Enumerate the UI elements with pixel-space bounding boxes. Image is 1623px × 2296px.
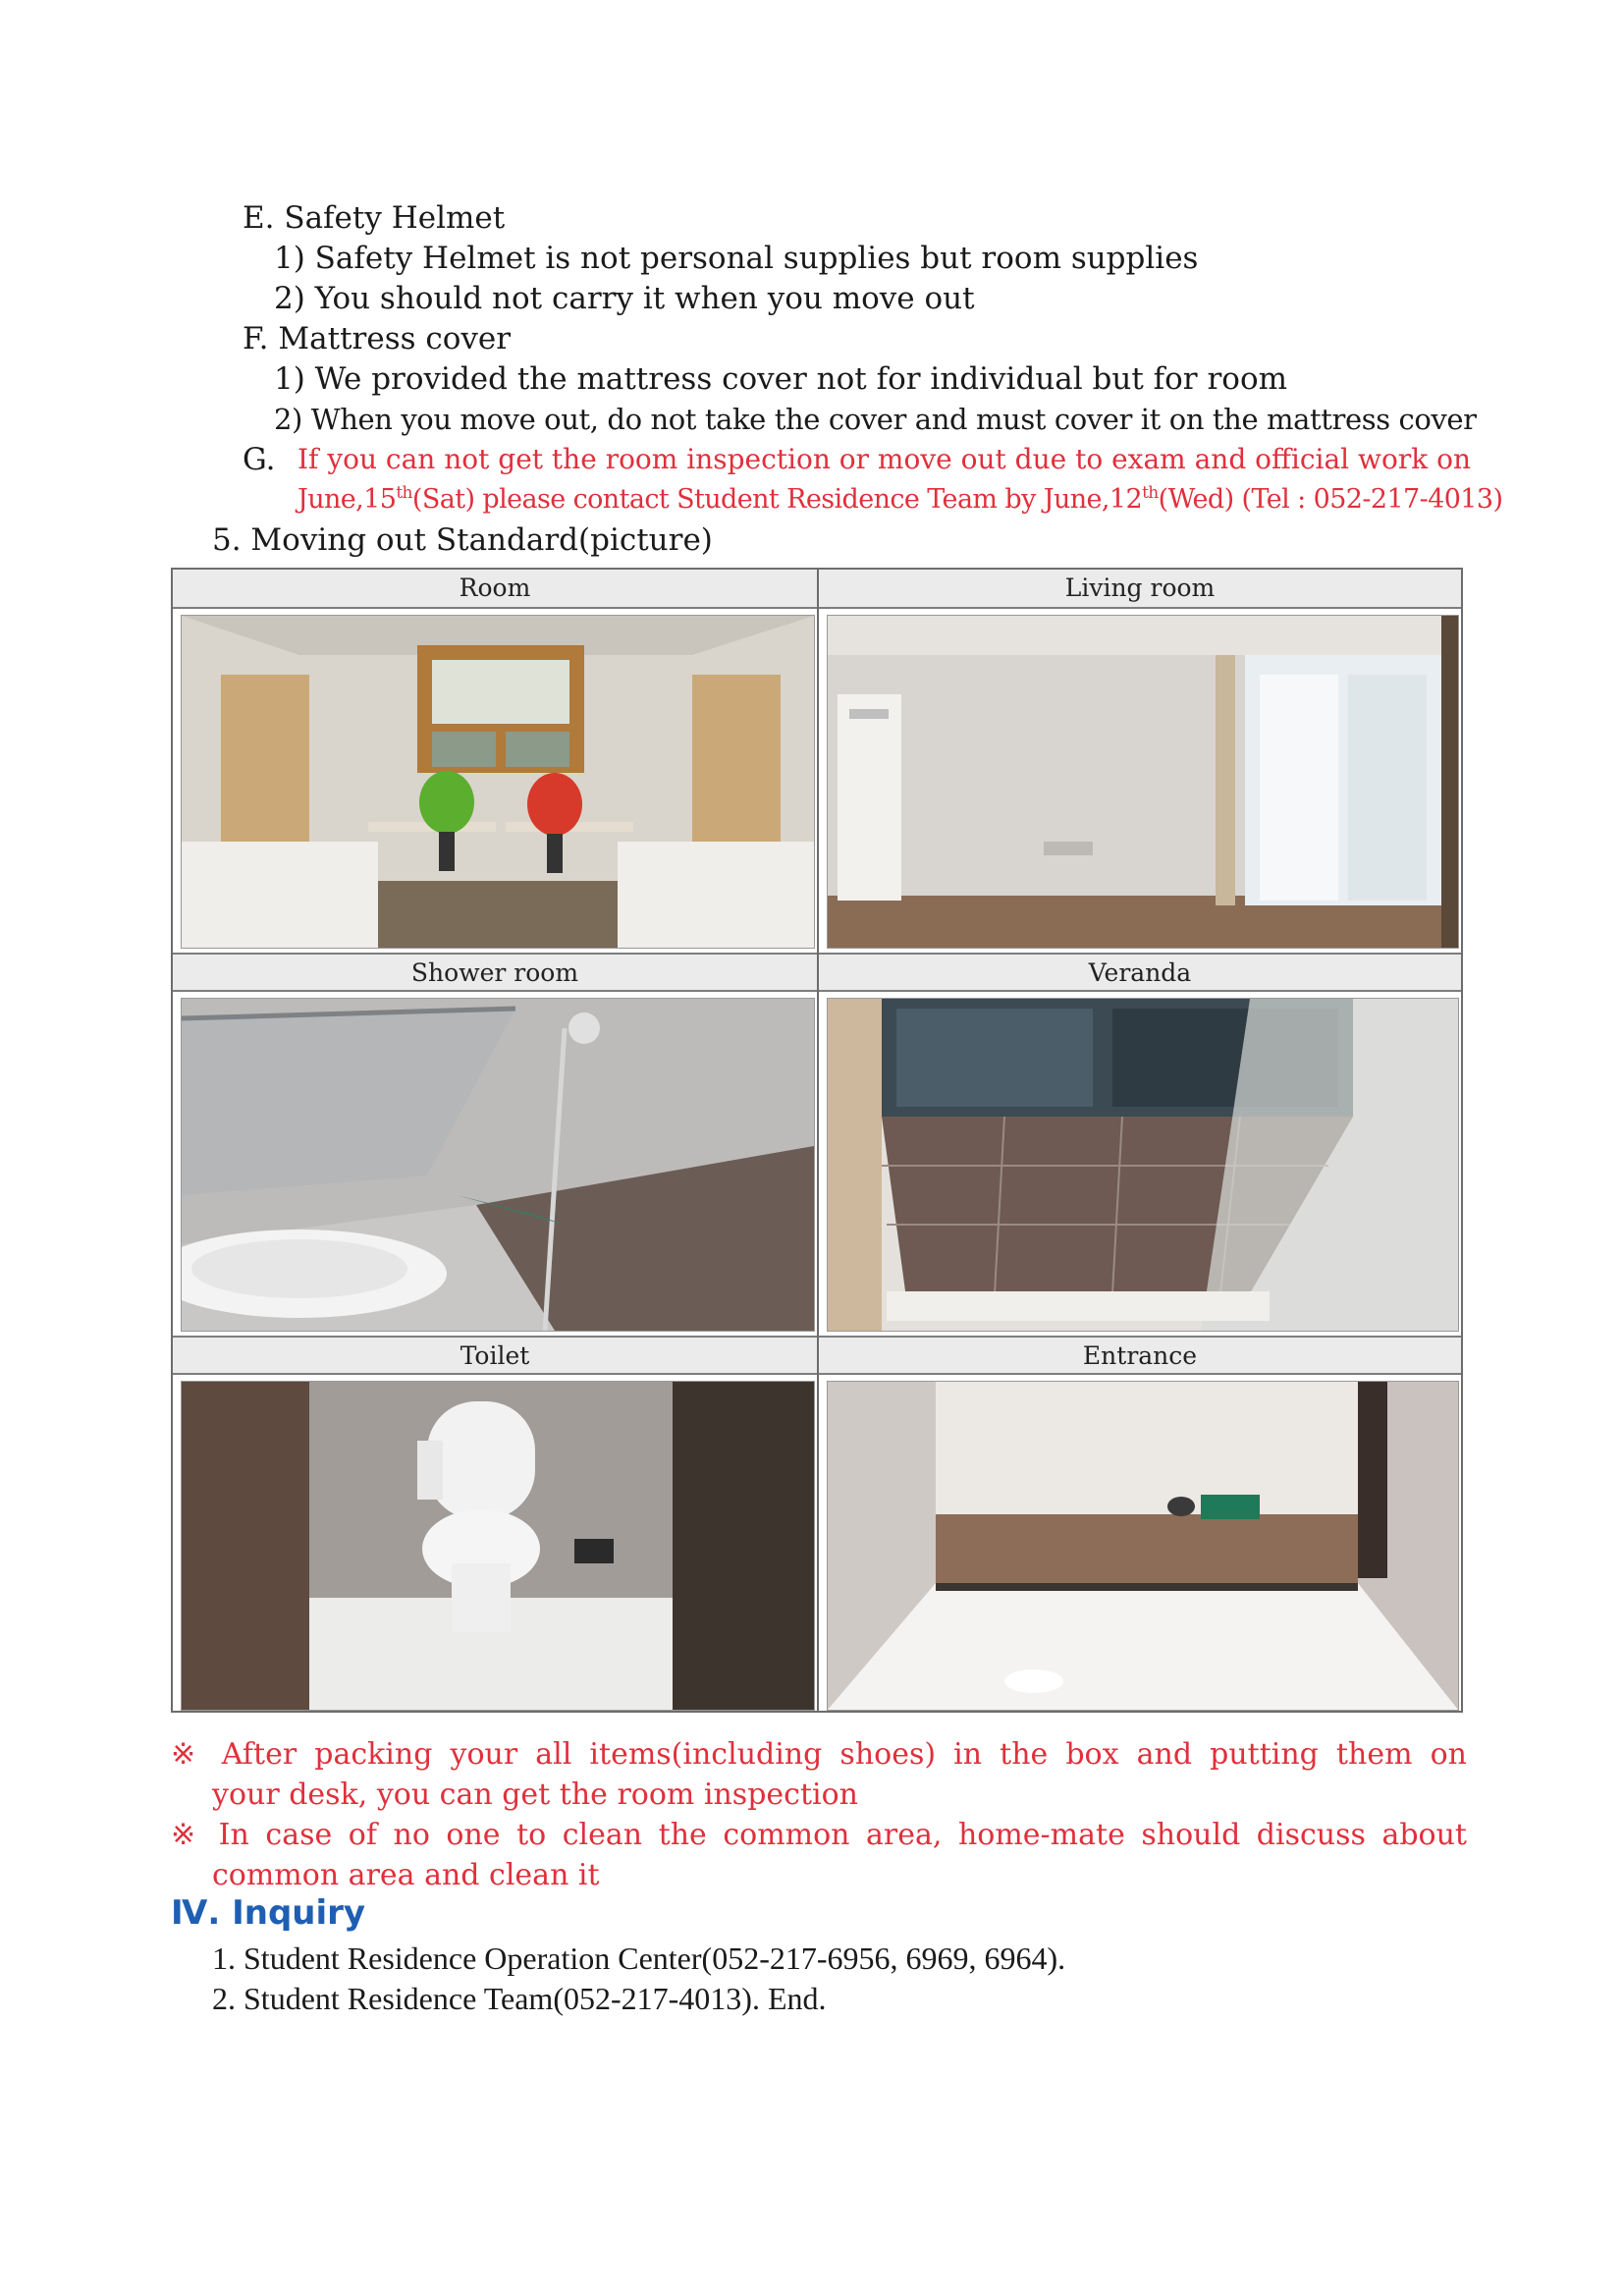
item-g-label: G. [243, 442, 276, 477]
photo-veranda [827, 998, 1459, 1332]
item-f-2: 2) When you move out, do not take the cover and must cover it on the mattress cover [274, 403, 1477, 436]
photo-shower-room [181, 998, 815, 1332]
label-entrance: Entrance [819, 1336, 1461, 1375]
item-g-line1: If you can not get the room inspection or move out due to exam and official work on [298, 443, 1472, 475]
photo-entrance [827, 1381, 1459, 1711]
inquiry-line-2: 2. Student Residence Team(052-217-4013). End. [212, 1981, 827, 2016]
label-veranda: Veranda [819, 953, 1461, 992]
photo-grid [171, 568, 1463, 1713]
note-2-line-1: ※ In case of no one to clean the common area, home-mate should discuss about [171, 1818, 1467, 1852]
item-e-2: 2) You should not carry it when you move out [274, 281, 975, 316]
grid-divider [817, 570, 819, 1711]
photo-living-room [827, 615, 1459, 949]
item-g-line2: June,15th(Sat) please contact Student Residence Team by June,12th(Wed) (Tel : 052-217-4013) [298, 483, 1503, 515]
inquiry-line-1: 1. Student Residence Operation Center(052-217-6956, 6969, 6964). [212, 1941, 1066, 1976]
label-living-room: Living room [819, 570, 1461, 609]
item-e-1: 1) Safety Helmet is not personal supplies but room supplies [274, 241, 1199, 276]
item-f-title: F. Mattress cover [243, 321, 512, 356]
note-2-line-2: common area and clean it [212, 1858, 600, 1892]
label-shower-room: Shower room [173, 953, 817, 992]
photo-toilet [181, 1381, 815, 1711]
item-f-1: 1) We provided the mattress cover not for individual but for room [274, 361, 1288, 397]
item-e-title: E. Safety Helmet [243, 200, 506, 236]
label-room: Room [173, 570, 817, 609]
note-1-line-1: ※ After packing your all items(including shoes) in the box and putting them on [171, 1737, 1467, 1772]
photo-room [181, 615, 815, 949]
inquiry-heading: Ⅳ. Inquiry [171, 1893, 366, 1933]
note-1-line-2: your desk, you can get the room inspection [212, 1777, 858, 1812]
section-5-title: 5. Moving out Standard(picture) [212, 522, 713, 558]
label-toilet: Toilet [173, 1336, 817, 1375]
